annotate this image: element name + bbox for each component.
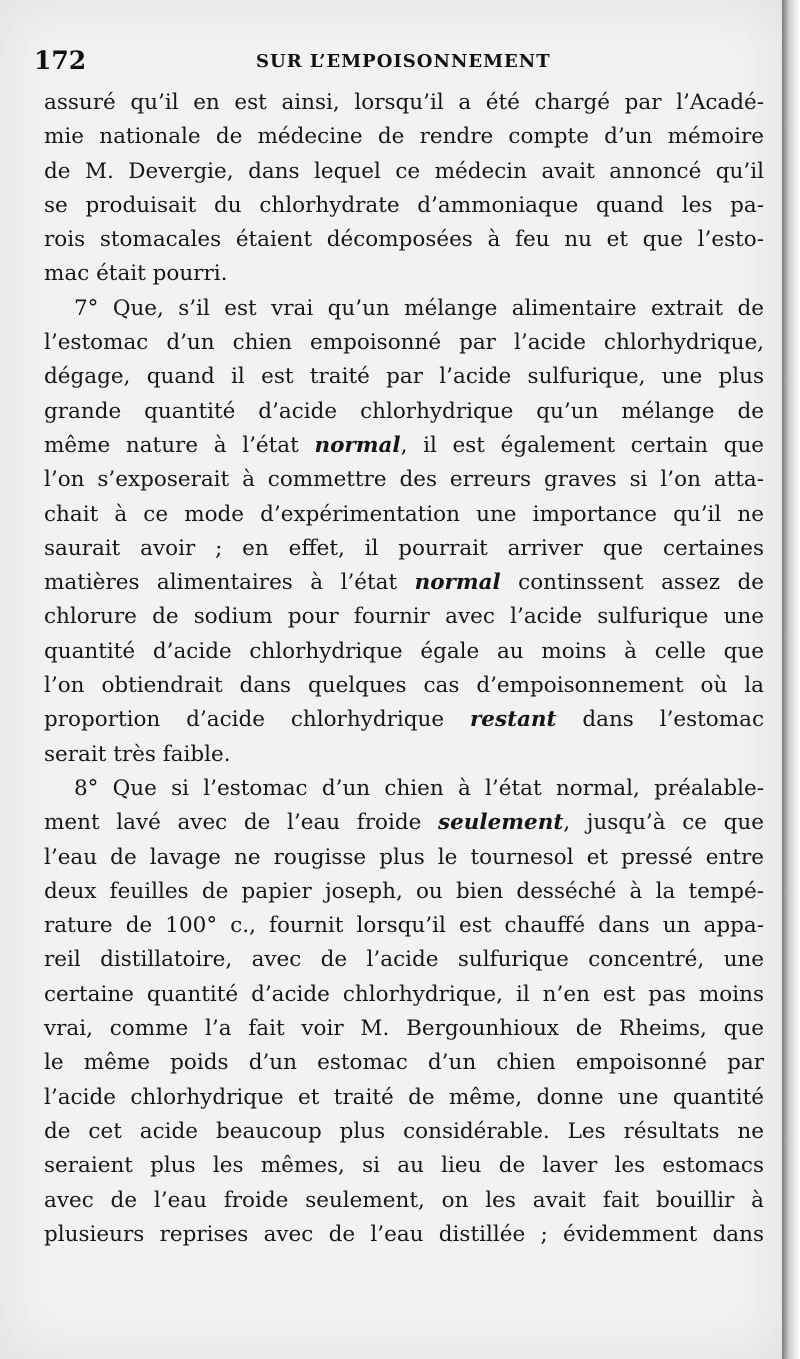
text-line: dégage, quand il est traité par l’acide sulfurique, une plus bbox=[44, 364, 764, 390]
text-line: chait à ce mode d’expérimentation une importance qu’il ne bbox=[44, 501, 764, 527]
text-line: mac était pourri. bbox=[44, 261, 228, 287]
page-edge-shadow bbox=[782, 0, 800, 1359]
text-line: se produisait du chlorhydrate d’ammoniaque quand les pa- bbox=[44, 192, 764, 218]
text-line: assuré qu’il en est ainsi, lorsqu’il a été chargé par l’Acadé- bbox=[44, 90, 764, 115]
text-run: ment lavé avec de l’eau froide bbox=[44, 810, 438, 836]
text-line: quantité d’acide chlorhydrique égale au moins à celle que bbox=[44, 638, 764, 664]
paragraph-1 bbox=[44, 86, 764, 292]
text-line bbox=[44, 703, 764, 737]
text-line bbox=[44, 806, 764, 840]
text-line: grande quantité d’acide chlorhydrique qu’un mélange de bbox=[44, 398, 764, 424]
text-line: serait très faible. bbox=[44, 741, 231, 767]
text-run: dans l’estomac bbox=[556, 707, 765, 733]
text-line: l’eau de lavage ne rougisse plus le tournesol et pressé entre bbox=[44, 844, 764, 870]
page-number: 172 bbox=[34, 46, 87, 75]
text-line: l’estomac d’un chien empoisonné par l’acide chlorhydrique, bbox=[44, 330, 764, 356]
text-line: de M. Devergie, dans lequel ce médecin avait annoncé qu’il bbox=[44, 158, 764, 184]
text-line: plusieurs reprises avec de l’eau distillée ; évidemment dans bbox=[44, 1221, 764, 1247]
text-line: reil distillatoire, avec de l’acide sulfurique concentré, une bbox=[44, 947, 764, 973]
text-line bbox=[44, 566, 764, 600]
text-line: saurait avoir ; en effet, il pourrait arriver que certaines bbox=[44, 535, 764, 561]
text-run: même nature à l’état bbox=[44, 432, 315, 458]
text-run: continssent assez de bbox=[500, 570, 764, 596]
italic-word: seulement bbox=[438, 810, 564, 836]
text-line: deux feuilles de papier joseph, ou bien desséché à la tempé- bbox=[44, 878, 764, 904]
text-run: proportion d’acide chlorhydrique bbox=[44, 707, 470, 733]
text-line: rature de 100° c., fournit lorsqu’il est chauffé dans un appa- bbox=[44, 913, 764, 939]
text-line: 7° Que, s’il est vrai qu’un mélange alimentaire extrait de bbox=[74, 295, 764, 321]
text-line: l’on obtiendrait dans quelques cas d’empoisonnement où la bbox=[44, 673, 764, 699]
text-line: l’acide chlorhydrique et traité de même, donne une quantité bbox=[44, 1084, 764, 1110]
text-line: certaine quantité d’acide chlorhydrique, il n’en est pas moins bbox=[44, 981, 764, 1007]
text-line: le même poids d’un estomac d’un chien empoisonné par bbox=[44, 1050, 764, 1076]
italic-word: normal bbox=[414, 570, 501, 596]
italic-word: restant bbox=[469, 707, 557, 733]
text-line: 8° Que si l’estomac d’un chien à l’état normal, préalable- bbox=[74, 775, 764, 801]
paragraph-2 bbox=[44, 292, 764, 772]
text-line: seraient plus les mêmes, si au lieu de laver les estomacs bbox=[44, 1153, 764, 1179]
body-text bbox=[44, 86, 764, 1252]
text-line: de cet acide beaucoup plus considérable. Les résultats ne bbox=[44, 1118, 764, 1144]
text-line: rois stomacales étaient décomposées à feu nu et que l’esto- bbox=[44, 227, 764, 253]
text-line bbox=[44, 429, 764, 463]
text-run: matières alimentaires à l’état bbox=[44, 570, 415, 596]
running-title: SUR L’EMPOISONNEMENT bbox=[256, 51, 551, 72]
text-line: chlorure de sodium pour fournir avec l’acide sulfurique une bbox=[44, 604, 764, 630]
text-run: , il est également certain que bbox=[400, 432, 765, 458]
text-line: avec de l’eau froide seulement, on les avait fait bouillir à bbox=[44, 1187, 764, 1213]
text-run: , jusqu’à ce que bbox=[563, 810, 764, 836]
text-line: l’on s’exposerait à commettre des erreurs graves si l’on atta- bbox=[44, 467, 764, 493]
italic-word: normal bbox=[314, 432, 401, 458]
page-header bbox=[34, 46, 764, 78]
paragraph-3 bbox=[44, 772, 764, 1252]
text-line: vrai, comme l’a fait voir M. Bergounhioux de Rheims, que bbox=[44, 1016, 764, 1042]
text-line: mie nationale de médecine de rendre compte d’un mémoire bbox=[44, 124, 764, 150]
